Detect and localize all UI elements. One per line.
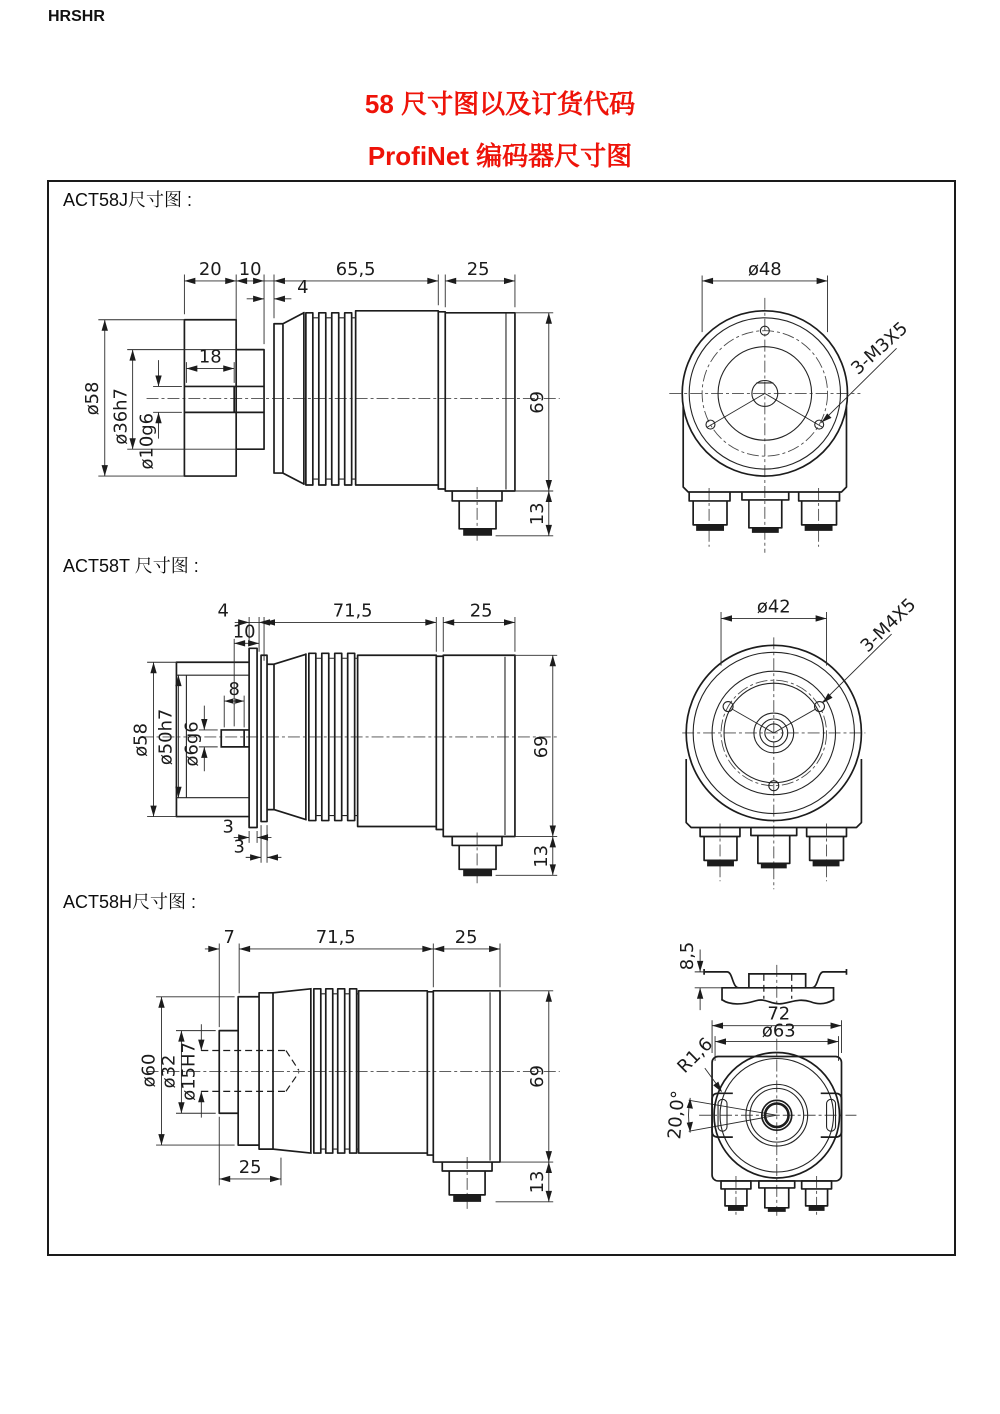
dim-housing-width: 72 (767, 1003, 791, 1025)
act58t-side-view (131, 600, 560, 883)
dim-connector-height: 13 (530, 844, 552, 868)
dim-body-length: 71,5 (332, 600, 373, 622)
hidden-bore (201, 1051, 299, 1092)
angle-callout: 20,0° (664, 1089, 690, 1141)
dim-cap-length: 25 (454, 927, 478, 949)
dim-flange-width: 20 (198, 258, 222, 280)
dim-height: 69 (526, 390, 548, 414)
dim-step1: 3 (222, 816, 234, 838)
dim-connector-height: 13 (526, 1170, 548, 1194)
dim-bolt-circle: ø48 (747, 258, 782, 280)
dim-shaft-length: 8 (228, 679, 240, 701)
encoder-outline (184, 311, 515, 529)
dim-bolt-circle: ø42 (756, 596, 791, 618)
dim-flange-dia: ø58 (81, 381, 103, 416)
dim-flange-dia: ø58 (130, 723, 152, 757)
dim-connector-height: 13 (526, 502, 548, 526)
act58h-front-view (664, 1004, 856, 1216)
connector-tips (696, 525, 832, 533)
connector-tip (453, 1195, 481, 1202)
plate-outline (704, 970, 846, 1004)
page-subtitle: ProfiNet 编码器尺寸图 (367, 141, 633, 171)
dim-front-dia: ø60 (138, 1053, 160, 1088)
dimension-arrows (721, 615, 833, 703)
centerline (147, 398, 560, 543)
dimension-drawings (49, 182, 954, 1254)
connector-tips (707, 860, 839, 868)
act58t-front-view (682, 594, 920, 889)
dimension-arrows (102, 278, 552, 536)
dim-bore-dia: ø15H7 (178, 1042, 200, 1101)
page-title: 58 尺寸图以及订货代码 (364, 89, 636, 119)
dim-collar-dia: ø32 (158, 1054, 180, 1089)
dim-shaft-dia: ø10g6 (136, 412, 158, 470)
dim-boss-dia: ø36h7 (110, 388, 132, 445)
dim-pilot-dia: ø50h7 (155, 708, 177, 766)
dim-plate: 4 (217, 600, 229, 622)
dim-cap-length: 25 (466, 258, 490, 280)
connector-tip (463, 869, 492, 876)
centerlines (682, 637, 865, 889)
connector-tip (463, 529, 492, 536)
dimension-lines (695, 950, 722, 1010)
dim-height: 69 (530, 735, 552, 759)
dim-gap: 4 (297, 276, 309, 298)
dim-shaft-length: 18 (198, 346, 222, 368)
section-label-act58h: ACT58H尺寸图 : (63, 892, 197, 912)
connector-tips (728, 1206, 825, 1212)
centerlines (669, 298, 860, 553)
dim-shaft-dia: ø6g6 (181, 721, 203, 767)
centerline (147, 1071, 560, 1208)
connectors (721, 1181, 832, 1208)
act58j-front-view (669, 259, 912, 553)
fillet-callout: R1,6 (673, 1033, 718, 1078)
brand-logo: HRSHR (48, 8, 105, 25)
detail-lines (176, 657, 505, 834)
dim-height: 69 (526, 1065, 548, 1088)
dimension-lines (157, 944, 553, 1202)
dim-boss-width: 10 (238, 258, 262, 280)
section-label-act58j: ACT58J尺寸图 : (63, 190, 193, 210)
dimension-arrows (702, 278, 831, 423)
act58h-side-view (139, 927, 560, 1209)
dim-face-circle: ø63 (761, 1020, 796, 1042)
dim-cap-length: 25 (469, 600, 493, 622)
drawing-frame (47, 180, 956, 1256)
detail-lines (321, 993, 490, 1160)
dim-body-length: 71,5 (315, 927, 356, 949)
detail-lines (313, 314, 506, 489)
dim-depth: 25 (238, 1156, 262, 1178)
dim-body-length: 65,5 (335, 258, 376, 280)
act58h-spring-plate-profile (677, 942, 846, 1010)
dimension-arrows (158, 946, 552, 1202)
dim-step2: 3 (233, 836, 245, 858)
hidden-lines (764, 974, 792, 999)
dim-plate-height: 8,5 (677, 941, 699, 971)
section-label-act58t: ACT58T 尺寸图 : (63, 556, 199, 576)
dim-front-width: 10 (232, 621, 256, 643)
act58j-side-view (82, 259, 560, 544)
screw-callout: 3-M3X5 (847, 317, 913, 380)
screw-callout: 3-M4X5 (856, 594, 921, 657)
dim-plate: 7 (223, 927, 235, 949)
